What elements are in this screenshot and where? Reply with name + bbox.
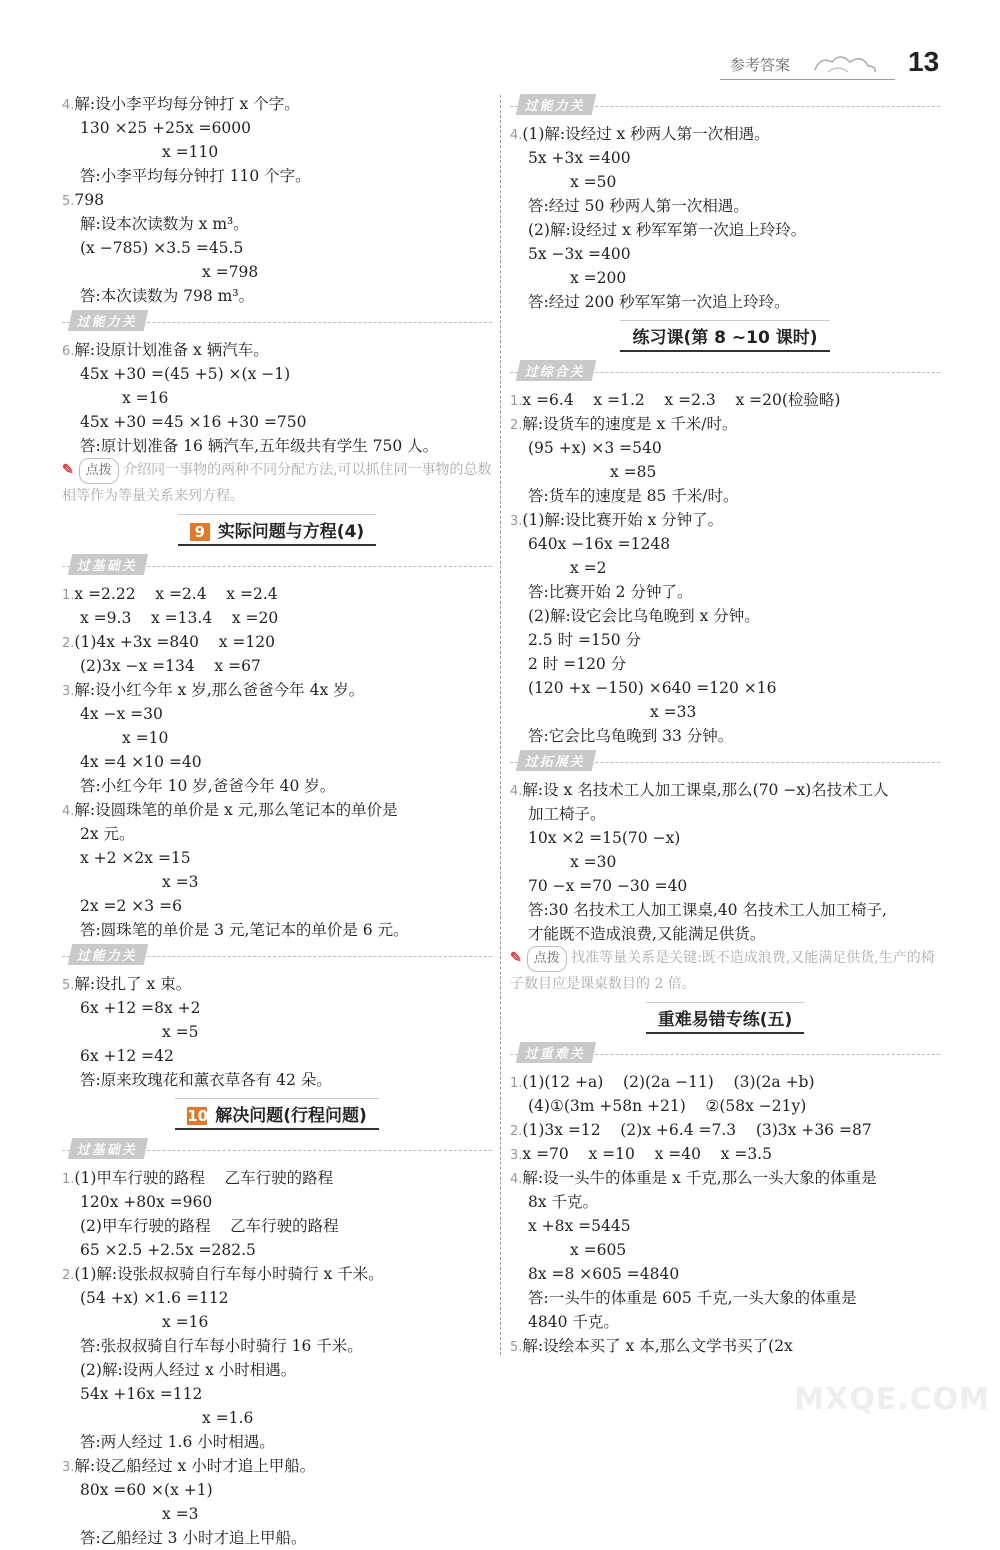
question-number: 1. <box>510 1076 523 1091</box>
answer-text: 解:设乙船经过 x 小时才追上甲船。 <box>74 1457 316 1475</box>
lesson-number-badge: 9 <box>190 523 210 541</box>
answer-line <box>510 1166 940 1190</box>
answer-line <box>62 1478 492 1502</box>
answer-text: 4840 千克。 <box>528 1313 619 1331</box>
answer-text: 答:乙船经过 3 小时才追上甲船。 <box>80 1529 307 1547</box>
answer-text: 2x 元。 <box>80 825 135 843</box>
answer-line <box>62 972 492 996</box>
answer-line <box>510 1286 940 1310</box>
answer-text: x =33 <box>650 703 697 721</box>
answer-text: 答:30 名技术工人加工课桌,40 名技术工人加工椅子, <box>528 901 887 919</box>
answer-line <box>62 894 492 918</box>
answer-line <box>62 1502 492 1526</box>
question-number: 3. <box>510 514 523 529</box>
lesson-title <box>510 320 940 352</box>
answer-text: (2)甲车行驶的路程 乙车行驶的路程 <box>80 1217 339 1235</box>
answer-line <box>510 1334 940 1358</box>
lesson-title-text: 练习课(第 8 ~10 课时) <box>632 328 818 348</box>
answer-text: 54x +16x =112 <box>80 1385 203 1403</box>
answer-line <box>510 290 940 314</box>
answer-text: (2)解:设它会比乌龟晚到 x 分钟。 <box>528 607 760 625</box>
answer-text: x =1.6 <box>202 1409 254 1427</box>
question-number: 2. <box>62 1268 75 1283</box>
lesson-title <box>62 1098 492 1130</box>
answer-line <box>510 508 940 532</box>
section-tag-label: 过能力关 <box>68 944 148 965</box>
answer-line <box>62 410 492 434</box>
header-rule <box>720 79 895 80</box>
answer-line <box>510 122 940 146</box>
answer-line <box>510 1214 940 1238</box>
answer-text: x =16 <box>122 389 169 407</box>
answer-line <box>62 386 492 410</box>
question-number: 6. <box>62 344 75 359</box>
answer-text: 4x =4 ×10 =40 <box>80 753 202 771</box>
answer-line <box>510 724 940 748</box>
answer-line <box>510 1118 940 1142</box>
answer-line <box>62 1044 492 1068</box>
answer-text: (x −785) ×3.5 =45.5 <box>80 239 244 257</box>
answer-line <box>510 628 940 652</box>
answer-text: 798 <box>74 191 104 209</box>
answer-text: 45x +30 =(45 +5) ×(x −1) <box>80 365 291 383</box>
answer-text: (120 +x −150) ×640 =120 ×16 <box>528 679 777 697</box>
section-tag <box>62 1138 492 1164</box>
section-tag-label: 过能力关 <box>68 310 148 331</box>
answer-text: 70 −x =70 −30 =40 <box>528 877 688 895</box>
answer-text: 解:设本次读数为 x m³。 <box>80 215 249 233</box>
answer-text: 80x =60 ×(x +1) <box>80 1481 213 1499</box>
answer-text: 答:比赛开始 2 分钟了。 <box>528 583 693 601</box>
section-tag <box>510 360 940 386</box>
answer-line <box>510 194 940 218</box>
answer-line <box>62 726 492 750</box>
answer-line <box>510 778 940 802</box>
answer-text: 答:货车的速度是 85 千米/时。 <box>528 487 739 505</box>
section-tag <box>510 750 940 776</box>
answer-line <box>510 580 940 604</box>
answer-line <box>62 1406 492 1430</box>
right-column <box>510 92 940 1358</box>
answer-line <box>62 870 492 894</box>
answer-line <box>510 1238 940 1262</box>
question-number: 2. <box>510 1124 523 1139</box>
answer-line <box>62 1286 492 1310</box>
answer-text: x =16 <box>162 1313 209 1331</box>
answer-line <box>62 116 492 140</box>
answer-text: 8x =8 ×605 =4840 <box>528 1265 680 1283</box>
answer-text: (54 +x) ×1.6 =112 <box>80 1289 229 1307</box>
answer-line <box>62 822 492 846</box>
answer-line <box>62 212 492 236</box>
tip-text: 介绍同一事物的两种不同分配方法,可以抓住同一事物的总数相等作为等量关系来列方程。 <box>62 462 492 504</box>
answer-text: (1)4x +3x =840 x =120 <box>74 633 275 651</box>
answer-text: 答:小红今年 10 岁,爸爸今年 40 岁。 <box>80 777 336 795</box>
answer-line <box>62 678 492 702</box>
question-number: 5. <box>510 1340 523 1355</box>
answer-line <box>510 898 940 922</box>
lesson-number-badge: 10 <box>187 1107 209 1125</box>
question-number: 1. <box>510 394 523 409</box>
answer-line <box>510 604 940 628</box>
answer-line <box>62 434 492 458</box>
question-number: 1. <box>62 1172 75 1187</box>
answer-text: (95 +x) ×3 =540 <box>528 439 662 457</box>
answer-line <box>62 188 492 212</box>
answer-text: (1)3x =12 (2)x +6.4 =7.3 (3)3x +36 =87 <box>522 1121 872 1139</box>
answer-text: 5x +3x =400 <box>528 149 631 167</box>
answer-text: (1)解:设张叔叔骑自行车每小时骑行 x 千米。 <box>74 1265 384 1283</box>
answer-line <box>62 798 492 822</box>
answer-line <box>62 846 492 870</box>
answer-line <box>62 338 492 362</box>
answer-text: x =200 <box>570 269 627 287</box>
page-header <box>720 42 950 82</box>
column-divider <box>500 95 501 1355</box>
question-number: 3. <box>62 684 75 699</box>
answer-line <box>62 1430 492 1454</box>
section-tag <box>62 554 492 580</box>
answer-text: 解:设小李平均每分钟打 x 个字。 <box>74 95 300 113</box>
answer-line <box>62 236 492 260</box>
answer-text: x =798 <box>202 263 259 281</box>
question-number: 4. <box>510 1172 523 1187</box>
answer-line <box>62 606 492 630</box>
answer-line <box>62 284 492 308</box>
question-number: 2. <box>62 636 75 651</box>
answer-text: 答:原来玫瑰花和薰衣草各有 42 朵。 <box>80 1071 332 1089</box>
answer-text: x =10 <box>122 729 169 747</box>
answer-text: (1)甲车行驶的路程 乙车行驶的路程 <box>74 1169 334 1187</box>
answer-line <box>510 1262 940 1286</box>
answer-line <box>62 362 492 386</box>
answer-text: 答:一头牛的体重是 605 千克,一头大象的体重是 <box>528 1289 857 1307</box>
page-number: 13 <box>908 46 940 77</box>
answer-text: x =85 <box>610 463 657 481</box>
question-number: 5. <box>62 194 75 209</box>
answer-text: 解:设绘本买了 x 本,那么文学书买了(2x <box>522 1337 793 1355</box>
answer-text: x =110 <box>162 143 219 161</box>
answer-line <box>510 484 940 508</box>
answer-line <box>62 1166 492 1190</box>
answer-text: 6x +12 =42 <box>80 1047 174 1065</box>
answer-text: 2x =2 ×3 =6 <box>80 897 182 915</box>
answer-line <box>510 146 940 170</box>
tip-label: 点拨 <box>527 946 567 972</box>
answer-line <box>62 996 492 1020</box>
answer-text: (1)解:设比赛开始 x 分钟了。 <box>522 511 724 529</box>
answer-text: x =6.4 x =1.2 x =2.3 x =20(检验略) <box>522 391 841 409</box>
answer-text: x =70 x =10 x =40 x =3.5 <box>522 1145 772 1163</box>
lesson-title-text: 解决问题(行程问题) <box>215 1106 367 1126</box>
answer-text: 6x +12 =8x +2 <box>80 999 201 1017</box>
answer-text: 解:设原计划准备 x 辆汽车。 <box>74 341 269 359</box>
answer-line <box>510 850 940 874</box>
answer-text: 2.5 时 =150 分 <box>528 631 642 649</box>
answer-text: 加工椅子。 <box>528 805 606 823</box>
left-column <box>62 92 492 1550</box>
answer-text: 2 时 =120 分 <box>528 655 627 673</box>
answer-text: 答:经过 200 秒军军第一次追上玲玲。 <box>528 293 790 311</box>
answer-text: 答:它会比乌龟晚到 33 分钟。 <box>528 727 734 745</box>
answer-text: 10x ×2 =15(70 −x) <box>528 829 681 847</box>
question-number: 4. <box>62 98 75 113</box>
header-label: 参考答案 <box>730 56 791 74</box>
section-tag <box>510 1042 940 1068</box>
answer-line <box>62 702 492 726</box>
answer-text: 解:设扎了 x 束。 <box>74 975 192 993</box>
question-number: 4. <box>510 128 523 143</box>
answer-text: 45x +30 =45 ×16 +30 =750 <box>80 413 307 431</box>
answer-text: x =2.22 x =2.4 x =2.4 <box>74 585 278 603</box>
answer-line <box>62 630 492 654</box>
tip-label: 点拨 <box>79 458 119 484</box>
answer-text: 答:本次读数为 798 m³。 <box>80 287 255 305</box>
answer-line <box>62 774 492 798</box>
answer-line <box>62 140 492 164</box>
pencil-icon: ✎ <box>62 462 79 478</box>
answer-text: (2)解:设两人经过 x 小时相遇。 <box>80 1361 297 1379</box>
answer-line <box>510 922 940 946</box>
section-tag-label: 过能力关 <box>516 94 596 115</box>
question-number: 4. <box>510 784 523 799</box>
question-number: 2. <box>510 418 523 433</box>
watermark-text: MXQE.COM <box>794 1382 990 1417</box>
answer-text: 答:两人经过 1.6 小时相遇。 <box>80 1433 275 1451</box>
answer-text: x =5 <box>162 1023 199 1041</box>
answer-text: x =9.3 x =13.4 x =20 <box>80 609 279 627</box>
answer-text: x =3 <box>162 1505 199 1523</box>
lesson-title <box>510 1002 940 1034</box>
answer-line <box>510 1190 940 1214</box>
lesson-title-text: 实际问题与方程(4) <box>217 522 365 542</box>
answer-line <box>510 242 940 266</box>
lesson-title-text: 重难易错专练(五) <box>657 1010 793 1030</box>
answer-text: 解:设货车的速度是 x 千米/时。 <box>522 415 738 433</box>
answer-line <box>510 1094 940 1118</box>
question-number: 1. <box>62 588 75 603</box>
answer-line <box>510 436 940 460</box>
answer-line <box>62 164 492 188</box>
answer-line <box>510 170 940 194</box>
section-tag-label: 过基础关 <box>68 554 148 575</box>
answer-text: 解:设一头牛的体重是 x 千克,那么一头大象的体重是 <box>522 1169 877 1187</box>
section-tag-label: 过重难关 <box>516 1042 596 1063</box>
question-number: 3. <box>510 1148 523 1163</box>
answer-text: (4)①(3m +58n +21) ②(58x −21y) <box>528 1097 807 1115</box>
answer-line <box>510 652 940 676</box>
section-tag-label: 过拓展关 <box>516 750 596 771</box>
answer-text: 4x −x =30 <box>80 705 163 723</box>
answer-line <box>510 700 940 724</box>
answer-text: x +2 ×2x =15 <box>80 849 191 867</box>
section-tag <box>510 94 940 120</box>
answer-text: (1)(12 +a) (2)(2a −11) (3)(2a +b) <box>522 1073 815 1091</box>
answer-text: 答:原计划准备 16 辆汽车,五年级共有学生 750 人。 <box>80 437 439 455</box>
tip-note <box>510 946 940 996</box>
answer-text: 640x −16x =1248 <box>528 535 671 553</box>
section-tag-label: 过基础关 <box>68 1138 148 1159</box>
cloud-decoration-icon <box>810 50 880 76</box>
answer-line <box>510 218 940 242</box>
answer-line <box>510 802 940 826</box>
answer-line <box>62 1262 492 1286</box>
answer-line <box>62 918 492 942</box>
answer-line <box>62 1526 492 1550</box>
answer-text: 解:设小红今年 x 岁,那么爸爸今年 4x 岁。 <box>74 681 365 699</box>
question-number: 4. <box>62 804 75 819</box>
answer-line <box>510 412 940 436</box>
tip-text: 找准等量关系是关键:既不造成浪费,又能满足供货,生产的椅子数目应是课桌数目的 2 倍。 <box>510 950 935 992</box>
answer-text: 答:小李平均每分钟打 110 个字。 <box>80 167 311 185</box>
answer-text: 130 ×25 +25x =6000 <box>80 119 251 137</box>
section-tag <box>62 944 492 970</box>
answer-text: 才能既不造成浪费,又能满足供货。 <box>528 925 766 943</box>
answer-line <box>510 874 940 898</box>
answer-text: 65 ×2.5 +2.5x =282.5 <box>80 1241 256 1259</box>
answer-line <box>510 266 940 290</box>
tip-note <box>62 458 492 508</box>
answer-text: 5x −3x =400 <box>528 245 631 263</box>
answer-line <box>62 92 492 116</box>
section-tag-label: 过综合关 <box>516 360 596 381</box>
answer-text: x =2 <box>570 559 607 577</box>
answer-text: x +8x =5445 <box>528 1217 631 1235</box>
answer-text: (2)解:设经过 x 秒军军第一次追上玲玲。 <box>528 221 807 239</box>
answer-text: 120x +80x =960 <box>80 1193 213 1211</box>
answer-line <box>62 1358 492 1382</box>
answer-line <box>62 1310 492 1334</box>
answer-line <box>510 460 940 484</box>
answer-line <box>510 388 940 412</box>
answer-line <box>510 556 940 580</box>
lesson-title <box>62 514 492 546</box>
answer-line <box>510 676 940 700</box>
answer-text: x =50 <box>570 173 617 191</box>
answer-text: 答:经过 50 秒两人第一次相遇。 <box>528 197 749 215</box>
answer-text: (2)3x −x =134 x =67 <box>80 657 261 675</box>
answer-line <box>62 260 492 284</box>
answer-line <box>62 1334 492 1358</box>
answer-text: 解:设圆珠笔的单价是 x 元,那么笔记本的单价是 <box>74 801 398 819</box>
answer-text: 答:张叔叔骑自行车每小时骑行 16 千米。 <box>80 1337 363 1355</box>
answer-line <box>62 1068 492 1092</box>
answer-line <box>62 1020 492 1044</box>
answer-line <box>62 1238 492 1262</box>
answer-line <box>62 582 492 606</box>
answer-text: x =30 <box>570 853 617 871</box>
pencil-icon: ✎ <box>510 950 527 966</box>
answer-line <box>510 1310 940 1334</box>
answer-line <box>62 1214 492 1238</box>
answer-line <box>510 826 940 850</box>
answer-line <box>510 1142 940 1166</box>
answer-line <box>62 1190 492 1214</box>
answer-text: x =605 <box>570 1241 627 1259</box>
answer-line <box>62 1454 492 1478</box>
section-tag <box>62 310 492 336</box>
answer-text: 答:圆珠笔的单价是 3 元,笔记本的单价是 6 元。 <box>80 921 409 939</box>
answer-line <box>510 1070 940 1094</box>
answer-line <box>62 1382 492 1406</box>
question-number: 5. <box>62 978 75 993</box>
answer-line <box>510 532 940 556</box>
answer-text: 8x 千克。 <box>528 1193 599 1211</box>
answer-line <box>62 654 492 678</box>
answer-text: 解:设 x 名技术工人加工课桌,那么(70 −x)名技术工人 <box>522 781 889 799</box>
answer-line <box>62 750 492 774</box>
question-number: 3. <box>62 1460 75 1475</box>
answer-text: x =3 <box>162 873 199 891</box>
answer-text: (1)解:设经过 x 秒两人第一次相遇。 <box>522 125 770 143</box>
